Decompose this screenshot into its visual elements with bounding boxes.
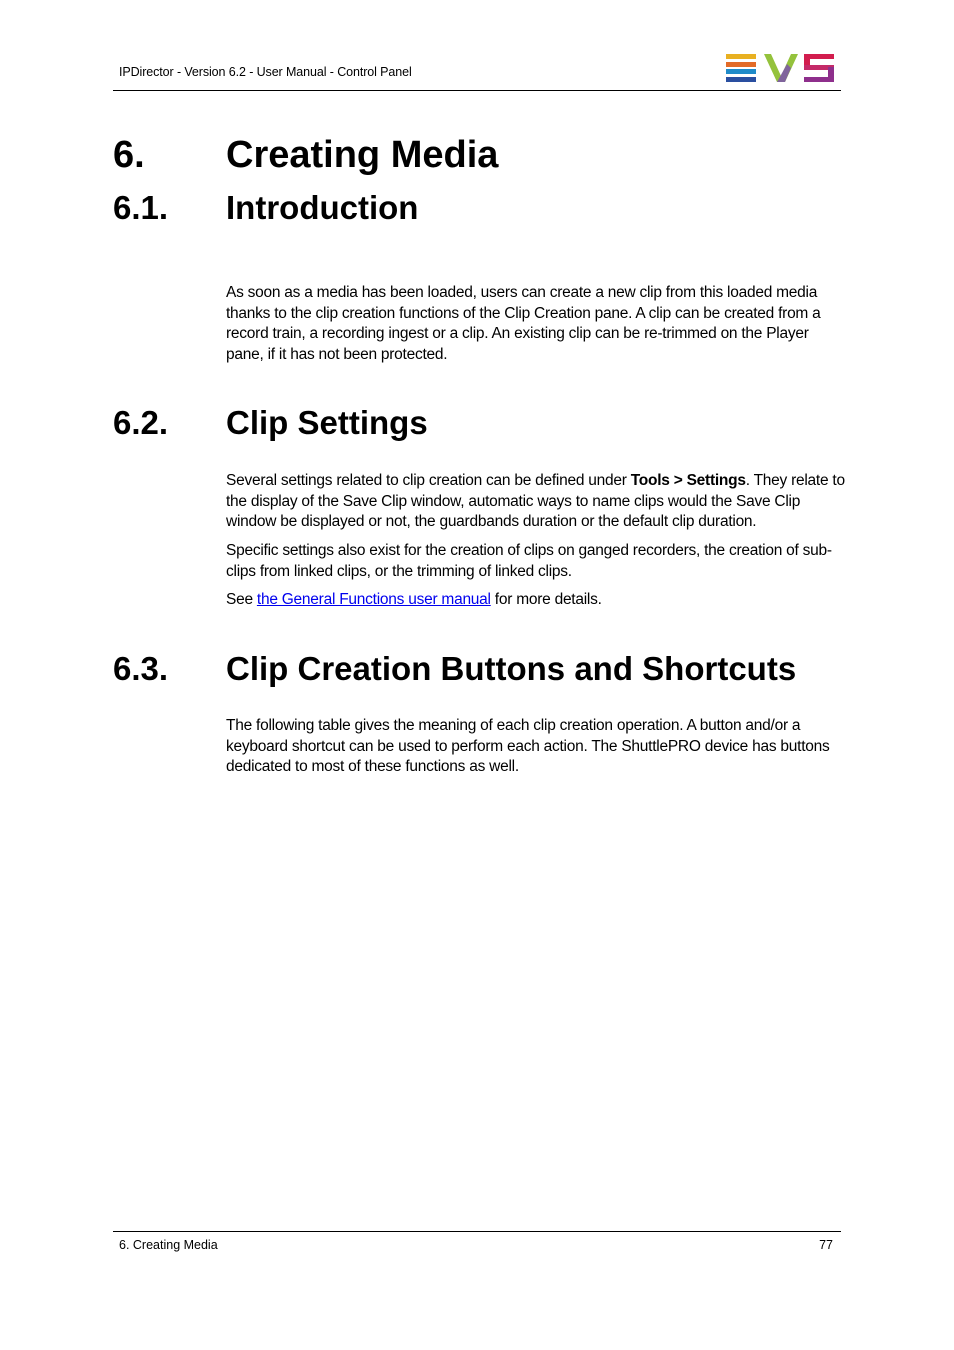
text-run: for more details. [490, 591, 602, 608]
section-title: Introduction [226, 189, 419, 226]
header-divider [113, 90, 841, 91]
page-number: 77 [819, 1238, 833, 1252]
section-heading-clip-settings [113, 403, 428, 443]
header-title: IPDirector - Version 6.2 - User Manual - Control Panel [119, 65, 412, 79]
footer-section: 6. Creating Media [119, 1238, 218, 1252]
footer-divider [113, 1231, 841, 1232]
section-heading-clip-creation-buttons [113, 649, 796, 689]
text-run: See [226, 591, 257, 608]
general-functions-manual-link[interactable]: the General Functions user manual [256, 591, 491, 608]
clip-settings-paragraph-1 [226, 471, 846, 533]
section-number: 6.1. [113, 189, 169, 226]
evs-logo [726, 54, 834, 82]
section-number: 6.3. [113, 650, 169, 687]
chapter-number: 6. [113, 134, 145, 176]
clip-creation-paragraph: The following table gives the meaning of each clip creation operation. A button and/or a keyboard shortcut can be used to perform each action. The ShuttlePRO device has buttons dedicated to most of these functions as well. [226, 717, 830, 775]
chapter-title: Creating Media [226, 134, 499, 176]
section-title: Clip Settings [226, 404, 428, 441]
clip-settings-paragraph-3 [226, 590, 846, 611]
section-number: 6.2. [113, 404, 169, 441]
text-run: . They relate to the display of the Save Clip window, automatic ways to name clips would the Save Clip window be displayed or not, the guardbands duration or the default clip duration. [226, 472, 845, 530]
introduction-paragraph: As soon as a media has been loaded, users can create a new clip from this loaded media thanks to the clip creation functions of the Clip Creation pane. A clip can be created from a record train, a recording ingest or a clip. An existing clip can be re-trimmed on the Player pane, if it has not been protected. [226, 284, 821, 363]
section-heading-introduction [113, 188, 418, 228]
chapter-heading [113, 132, 498, 178]
text-run: Several settings related to clip creation can be defined under [226, 472, 631, 489]
clip-settings-paragraph-2: Specific settings also exist for the creation of clips on ganged recorders, the creation of sub-clips from linked clips, or the trimming of linked clips. [226, 542, 832, 580]
section-title: Clip Creation Buttons and Shortcuts [226, 650, 797, 687]
menu-path: Tools > Settings [630, 472, 746, 489]
